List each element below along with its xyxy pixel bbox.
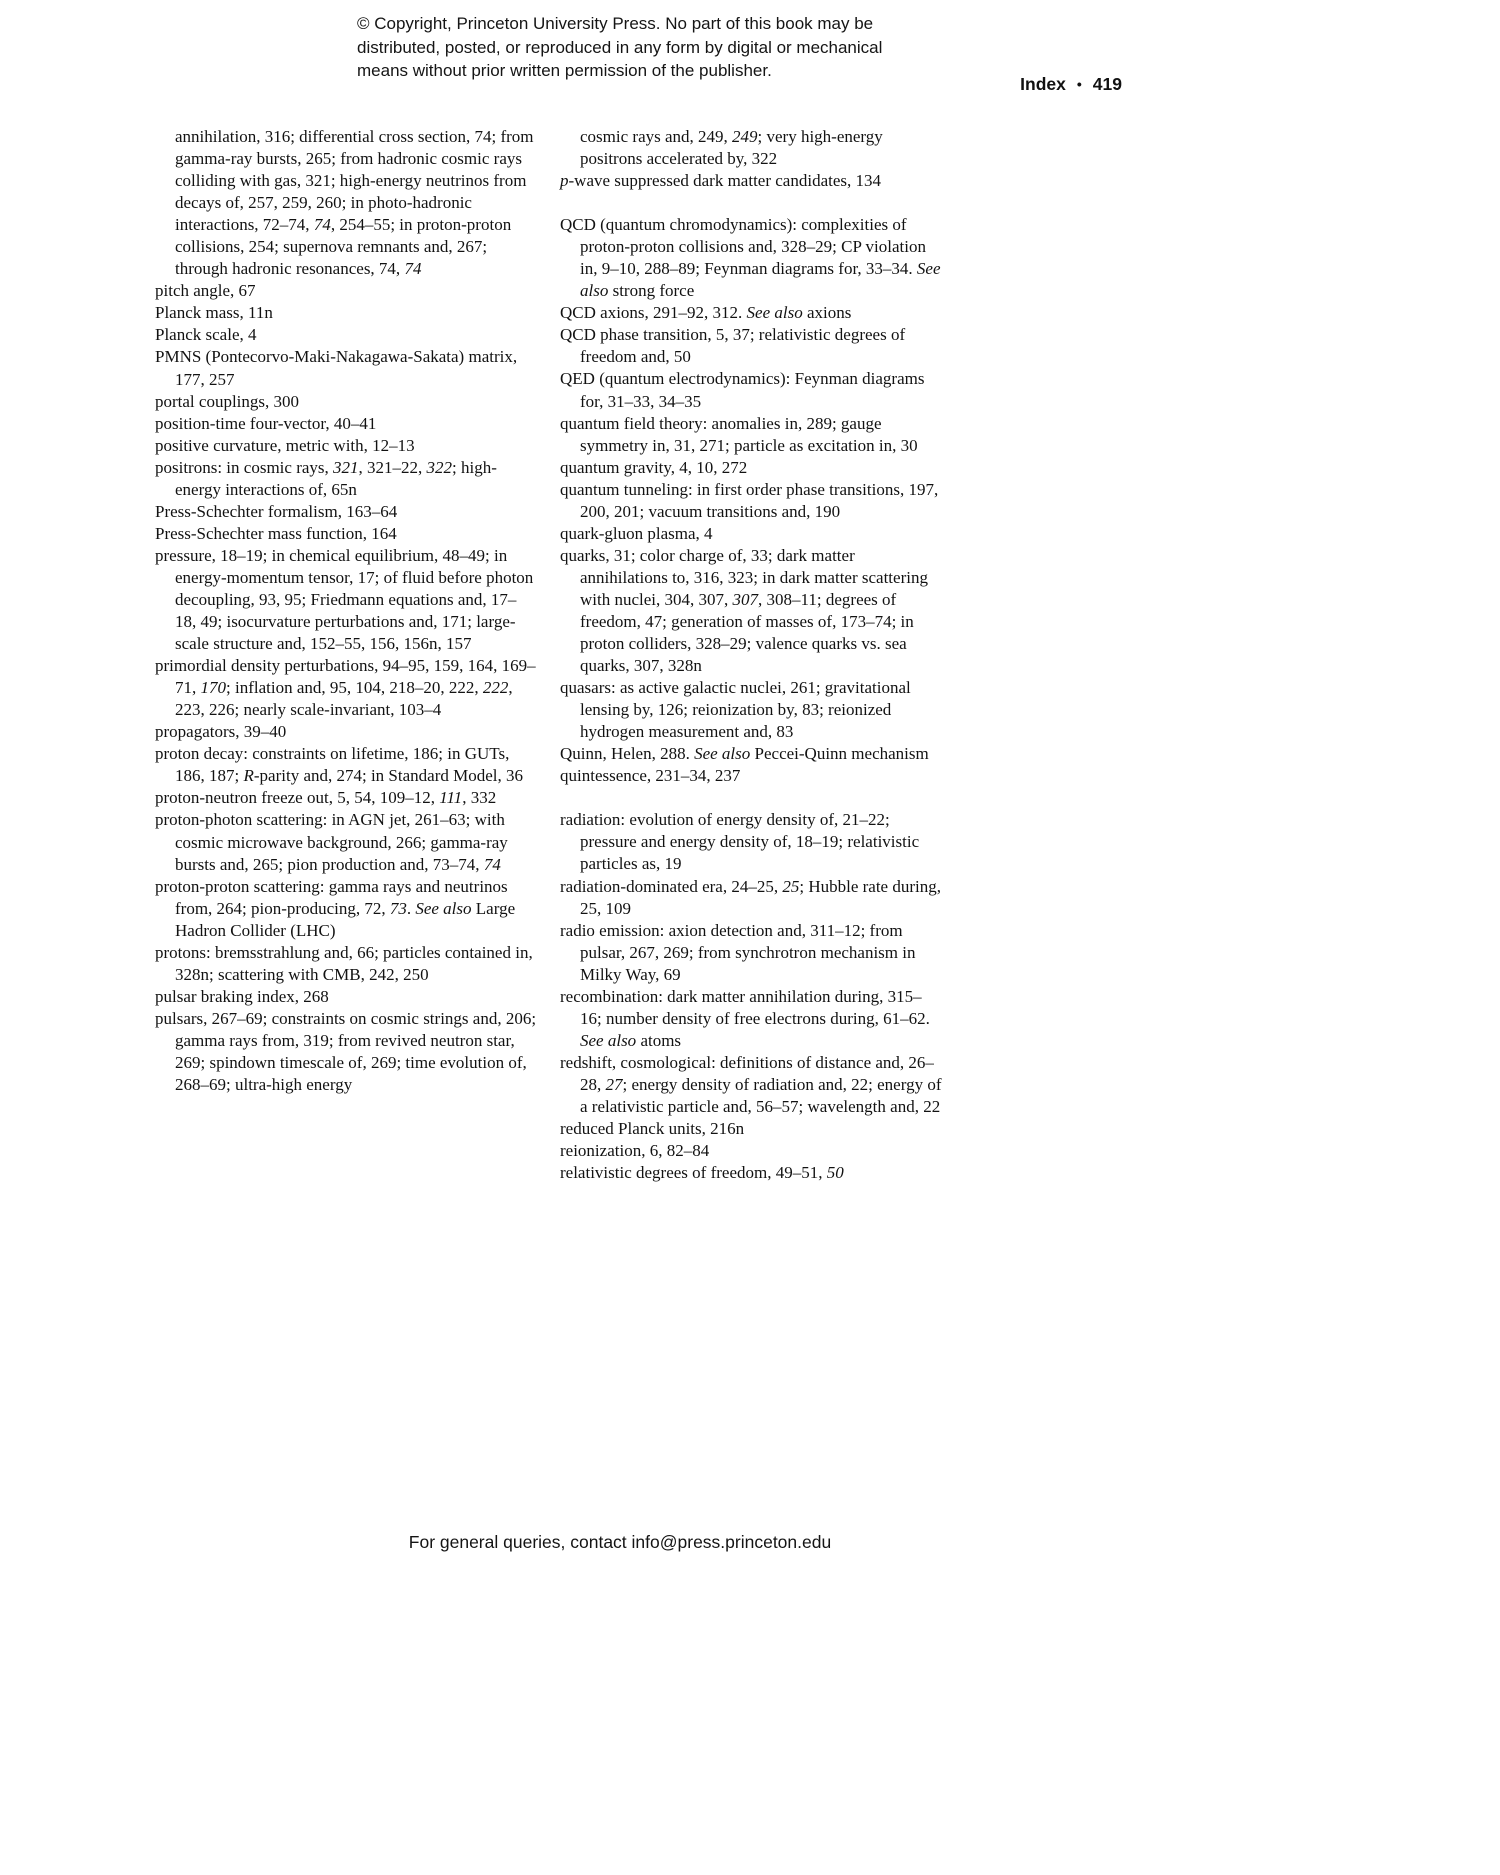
index-entry: pressure, 18–19; in chemical equilibrium, 48–49; in energy-momentum tensor, 17; of fluid before photon decoupling, 93, 95; Friedmann equations and, 17–18, 49; isocurvature perturbations and, 171; large-scale structure and, 152–55, 156, 156n, 157 xyxy=(155,545,534,654)
index-entry: pulsars, 267–69; constraints on cosmic strings and, 206; gamma rays from, 319; from revived neutron star, 269; spindown timescale of, 269; time evolution of, 268–69; ultra-high energy xyxy=(155,1008,537,1095)
index-entry: PMNS (Pontecorvo-Maki-Nakagawa-Sakata) matrix, 177, 257 xyxy=(155,347,518,389)
index-entry: quantum field theory: anomalies in, 289; gauge symmetry in, 31, 271; particle as excitation in, 30 xyxy=(560,413,918,455)
index-entry: Press-Schechter mass function, 164 xyxy=(155,523,397,543)
index-entry: recombination: dark matter annihilation during, 315–16; number density of free electrons during, 61–62. See also atoms xyxy=(560,986,930,1050)
index-entry: relativistic degrees of freedom, 49–51, 50 xyxy=(560,1163,844,1183)
index-entry: quark-gluon plasma, 4 xyxy=(560,523,713,543)
index-entry: QED (quantum electrodynamics): Feynman diagrams for, 31–33, 34–35 xyxy=(560,369,925,411)
index-entry: Planck scale, 4 xyxy=(155,325,257,345)
index-entry: Quinn, Helen, 288. See also Peccei-Quinn mechanism xyxy=(560,744,929,764)
running-head-title: Index xyxy=(1020,74,1066,94)
index-entry: QCD phase transition, 5, 37; relativistic degrees of freedom and, 50 xyxy=(560,325,906,367)
copyright-notice xyxy=(357,12,882,83)
index-entry: cosmic rays and, 249, 249; very high-energy positrons accelerated by, 322 xyxy=(580,127,883,169)
copyright-line: © Copyright, Princeton University Press. No part of this book may be xyxy=(357,14,874,33)
index-entry: pulsar braking index, 268 xyxy=(155,986,329,1006)
index-column-right xyxy=(560,126,942,1184)
index-entry: position-time four-vector, 40–41 xyxy=(155,413,377,433)
index-entry: redshift, cosmological: definitions of distance and, 26–28, 27; energy density of radiation and, 22; energy of a relativistic particle and, 56–57; wavelength and, 22 xyxy=(560,1052,942,1116)
index-entry: positrons: in cosmic rays, 321, 321–22, 322; high-energy interactions of, 65n xyxy=(155,457,497,499)
index-entry: quarks, 31; color charge of, 33; dark matter annihilations to, 316, 323; in dark matter scattering with nuclei, 304, 307, 307, 308–11; degrees of freedom, 47; generation of masses of, 173–74; in proton colliders, 328–29; valence quarks vs. sea quarks, 307, 328n xyxy=(560,545,928,676)
index-entry: annihilation, 316; differential cross section, 74; from gamma-ray bursts, 265; from hadronic cosmic rays colliding with gas, 321; high-energy neutrinos from decays of, 257, 259, 260; in photo-hadronic interactions, 72–74, 74, 254–55; in proton-proton collisions, 254; supernova remnants and, 267; through hadronic resonances, 74, 74 xyxy=(175,127,534,279)
index-entry: pitch angle, 67 xyxy=(155,281,256,301)
index-entry: QCD (quantum chromodynamics): complexities of proton-proton collisions and, 328–29; CP violation in, 9–10, 288–89; Feynman diagrams for, 33–34. See also strong force xyxy=(560,215,941,301)
index-entry: proton decay: constraints on lifetime, 186; in GUTs, 186, 187; R-parity and, 274; in Standard Model, 36 xyxy=(155,744,523,786)
index-entry: Planck mass, 11n xyxy=(155,303,273,323)
index-entry: quantum gravity, 4, 10, 272 xyxy=(560,457,748,477)
index-entry: proton-proton scattering: gamma rays and neutrinos from, 264; pion-producing, 72, 73. See also Large Hadron Collider (LHC) xyxy=(155,876,516,940)
footer-query-note: For general queries, contact info@press.princeton.edu xyxy=(408,1532,832,1552)
page-number: 419 xyxy=(1092,74,1122,94)
index-entry: radiation: evolution of energy density of, 21–22; pressure and energy density of, 18–19; relativistic particles as, 19 xyxy=(560,810,920,874)
index-entry: radiation-dominated era, 24–25, 25; Hubble rate during, 25, 109 xyxy=(560,876,941,918)
index-entry: radio emission: axion detection and, 311–12; from pulsar, 267, 269; from synchrotron mechanism in Milky Way, 69 xyxy=(560,920,916,984)
index-entry: QCD axions, 291–92, 312. See also axions xyxy=(560,303,852,323)
index-entry: protons: bremsstrahlung and, 66; particles contained in, 328n; scattering with CMB, 242, 250 xyxy=(155,942,533,984)
index-entry: Press-Schechter formalism, 163–64 xyxy=(155,501,398,521)
index-entry: quintessence, 231–34, 237 xyxy=(560,766,741,786)
index-columns xyxy=(155,126,942,1184)
index-entry: reduced Planck units, 216n xyxy=(560,1119,745,1139)
index-entry: portal couplings, 300 xyxy=(155,391,300,411)
index-entry: proton-photon scattering: in AGN jet, 261–63; with cosmic microwave background, 266; gamma-ray bursts and, 265; pion production and, 73–74, 74 xyxy=(155,810,508,874)
index-entry: quantum tunneling: in first order phase transitions, 197, 200, 201; vacuum transitions and, 190 xyxy=(560,479,939,521)
index-entry: propagators, 39–40 xyxy=(155,722,287,742)
bullet-separator: • xyxy=(1076,76,1082,92)
index-entry: primordial density perturbations, 94–95, 159, 164, 169–71, 170; inflation and, 95, 104, 218–20, 222, 222, 223, 226; nearly scale-invariant, 103–4 xyxy=(155,656,536,720)
copyright-line: means without prior written permission of the publisher. xyxy=(357,61,772,80)
index-entry: reionization, 6, 82–84 xyxy=(560,1141,710,1161)
copyright-line: distributed, posted, or reproduced in any form by digital or mechanical xyxy=(357,37,883,57)
index-entry: positive curvature, metric with, 12–13 xyxy=(155,435,415,455)
running-head xyxy=(1020,74,1122,95)
index-entry: p-wave suppressed dark matter candidates, 134 xyxy=(560,171,881,191)
index-entry: proton-neutron freeze out, 5, 54, 109–12, 111, 332 xyxy=(155,788,497,808)
index-entry: quasars: as active galactic nuclei, 261; gravitational lensing by, 126; reionization by, 83; reionized hydrogen measurement and, 83 xyxy=(560,678,911,742)
index-column-left xyxy=(155,126,537,1184)
